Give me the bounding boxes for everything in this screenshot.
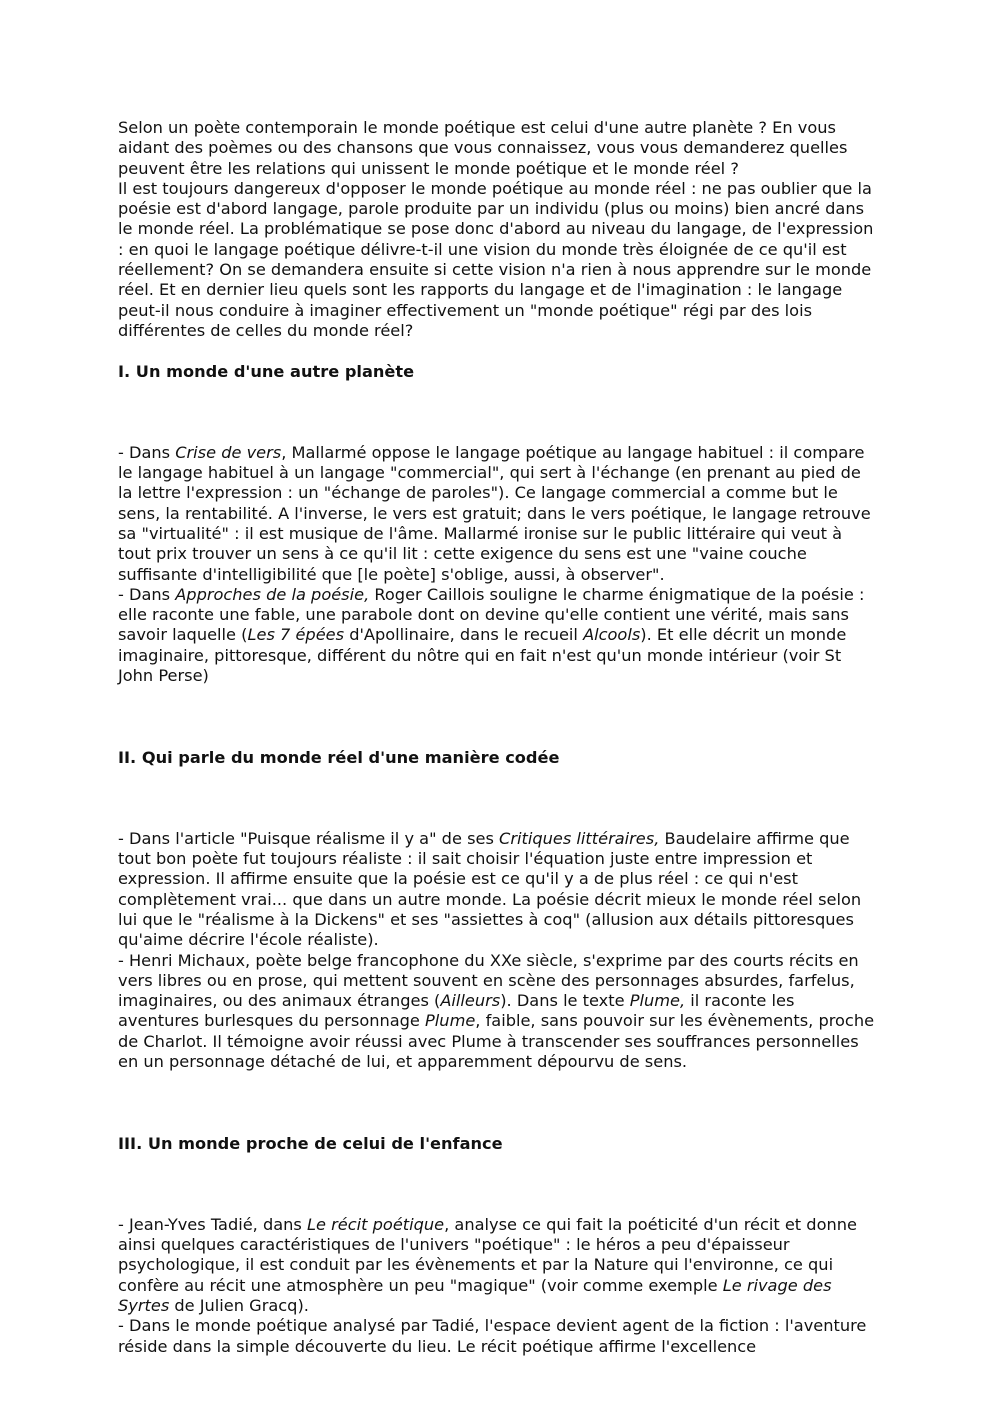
section-3-paragraph-2: - Dans le monde poétique analysé par Tadié, l'espace devient agent de la fiction : l'aventure réside dans la simple découverte du lieu. Le récit poétique affirme l'excellence — [118, 1316, 867, 1356]
text-run: - Henri Michaux, poète belge francophone du XXe siècle, s'exprime par des courts récits en vers libres ou en prose, qui mettent souvent en scène des personnages absurdes, farfelus, imaginaires, ou des animaux étranges ( — [118, 950, 859, 1011]
text-run: - Dans — [118, 442, 176, 462]
character-name: Plume — [425, 1011, 476, 1031]
spacer — [118, 341, 880, 361]
text-run: , analyse ce qui fait la poéticité d'un récit et donne ainsi quelques caractéristiques de l'univers "poétique" : le héros a peu d'épaisseur psychologique, il est conduit par les évènements et par la Nature qui l'environne, ce qui confère au récit une atmosphère un peu "magique" (voir comme exemple — [118, 1214, 857, 1295]
text-run: ). Dans le texte — [500, 991, 630, 1011]
book-title: Alcools — [583, 625, 641, 645]
section-2-heading: II. Qui parle du monde réel d'une manière codée — [118, 747, 560, 767]
spacer — [118, 1195, 880, 1215]
book-title: Ailleurs — [440, 991, 501, 1011]
book-title: Crise de vers — [175, 442, 282, 462]
text-run: - Dans l'article "Puisque réalisme il y a" de ses — [118, 828, 500, 848]
text-run: de Julien Gracq). — [169, 1296, 309, 1316]
book-title: Les 7 épées — [247, 625, 345, 645]
text-run: , Mallarmé oppose le langage poétique au langage habituel : il compare le langage habituel à un langage "commercial", qui sert à l'échange (en prenant au pied de la lettre l'expression : un "échange de paroles"). Ce langage commercial a comme but le sens, la rentabilité. A l'inverse, le vers est gratuit; dans le vers poétique, le langage retrouve sa "virtualité" : il est musique de l'âme. Mallarmé ironise sur le public littéraire qui veut à tout prix trouver un sens à ce qu'il lit : cette exigence du sens est une "vaine couche suffisante d'intelligibilité que [le poète] s'oblige, aussi, à observer". — [118, 442, 871, 584]
section-1-paragraph-2 — [118, 585, 880, 686]
spacer — [118, 809, 880, 829]
book-title: Le rivage des Syrtes — [118, 1275, 832, 1316]
section-2-paragraph-1 — [118, 829, 880, 951]
intro-question: Selon un poète contemporain le monde poétique est celui d'une autre planète ? En vous aidant des poèmes ou des chansons que vous connaissez, vous vous demanderez quelles peuvent être les relations qui unissent le monde poétique et le monde réel ? — [118, 118, 848, 178]
text-run: , faible, sans pouvoir sur les évènements, proche de Charlot. Il témoigne avoir réussi avec Plume à transcender ses souffrances personnelles en un personnage détaché de lui, et apparemment dépourvu de sens. — [118, 1011, 875, 1072]
section-1-heading: I. Un monde d'une autre planète — [118, 361, 415, 381]
spacer — [118, 382, 880, 423]
section-2-paragraph-2 — [118, 951, 880, 1073]
text-run: d'Apollinaire, dans le recueil — [344, 625, 584, 645]
document-page — [118, 118, 880, 1357]
book-title: Plume, — [629, 991, 686, 1011]
spacer — [118, 1113, 880, 1133]
spacer — [118, 686, 880, 727]
book-title: Approches de la poésie, — [175, 584, 370, 604]
spacer — [118, 1072, 880, 1113]
text-run: il raconte les aventures burlesques du personnage — [118, 991, 795, 1031]
spacer — [118, 727, 880, 747]
text-run: Baudelaire affirme que tout bon poète fut toujours réaliste : il sait choisir l'équation juste entre impression et expression. Il affirme ensuite que la poésie est ce qu'il y a de plus réel : ce qui n'est complètement vrai... que dans un autre monde. La poésie décrit mieux le monde réel selon lui que le "réalisme à la Dickens" et ses "assiettes à coq" (allusion aux détails pittoresques qu'aime décrire l'école réaliste). — [118, 828, 862, 950]
intro-problematic: Il est toujours dangereux d'opposer le monde poétique au monde réel : ne pas oublier que la poésie est d'abord langage, parole produite par un individu (plus ou moins) bien ancré dans le monde réel. La problématique se pose donc d'abord au niveau du langage, de l'expression : en quoi le langage poétique délivre-t-il une vision du monde très éloignée de ce qu'il est réellement? On se demandera ensuite si cette vision n'a rien à nous apprendre sur le monde réel. Et en dernier lieu quels sont les rapports du langage et de l'imagination : le langage peut-il nous conduire à imaginer effectivement un "monde poétique" régi par des lois différentes de celles du monde réel? — [118, 178, 874, 340]
spacer — [118, 422, 880, 442]
spacer — [118, 1154, 880, 1195]
section-1-paragraph-1 — [118, 443, 880, 585]
text-run: ). Et elle décrit un monde imaginaire, pittoresque, différent du nôtre qui en fait n'est qu'un monde intérieur (voir St John Perse) — [118, 625, 847, 686]
spacer — [118, 768, 880, 809]
book-title: Critiques littéraires, — [499, 828, 660, 848]
section-3-paragraph-1 — [118, 1215, 880, 1316]
section-3-heading: III. Un monde proche de celui de l'enfance — [118, 1133, 503, 1153]
book-title: Le récit poétique — [307, 1214, 445, 1234]
text-run: - Jean-Yves Tadié, dans — [118, 1214, 308, 1234]
text-run: Roger Caillois souligne le charme énigmatique de la poésie : elle raconte une fable, une parabole dont on devine qu'elle contient une vérité, mais sans savoir laquelle ( — [118, 584, 865, 645]
text-run: - Dans — [118, 584, 176, 604]
